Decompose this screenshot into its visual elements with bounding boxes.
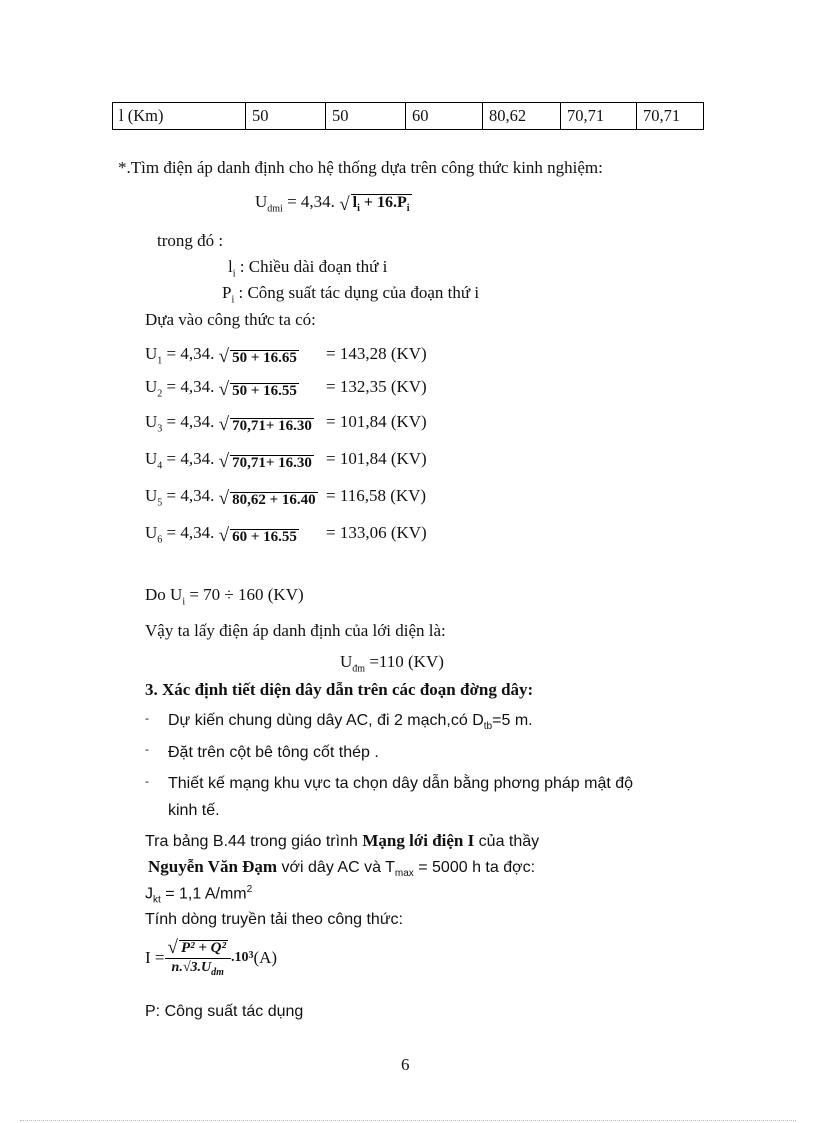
bullet-text-post: =5 m.: [492, 712, 533, 729]
jkt-line: [145, 884, 252, 906]
voltage-coef: = 4,34.: [162, 486, 219, 505]
voltage-coef: = 4,34.: [162, 377, 219, 396]
lookup-text: với dây AC và T: [277, 859, 395, 876]
book-title: Mạng lới điện I: [362, 831, 475, 850]
fraction-numerator: [165, 938, 231, 959]
author-name: Nguyễn Văn Đạm: [148, 857, 278, 876]
bullet-sub: tb: [483, 721, 493, 733]
voltage-result: = 101,84 (KV): [326, 412, 427, 431]
voltage-row: [145, 523, 299, 545]
intro-text: *.Tìm điện áp danh định cho hệ thống dựa trên công thức kinh nghiệm:: [118, 158, 603, 177]
jkt-sub: kt: [153, 894, 161, 906]
page-number: 6: [401, 1055, 410, 1074]
denominator-sub: dm: [211, 966, 224, 978]
voltage-row: [145, 449, 314, 471]
table-row-label: l (Km): [113, 103, 246, 130]
voltage-radicand: 80,62 + 16.40: [232, 491, 316, 508]
voltage-sub: 1: [157, 355, 163, 367]
table-cell: 60: [406, 103, 483, 130]
section-title: 3. Xác định tiết diện dây dẫn trên các đoạn đờng dây:: [145, 680, 534, 699]
range-pre: Do U: [145, 585, 183, 604]
table-cell: 70,71: [561, 103, 637, 130]
range-post: = 70 ÷ 160 (KV): [185, 585, 304, 604]
multiplier-sup: 3: [248, 950, 254, 961]
voltage-radicand: 70,71+ 16.30: [232, 417, 312, 434]
lookup-sub: max: [394, 868, 414, 880]
lookup-text: Tra bảng B.44 trong giáo trình: [145, 833, 363, 850]
voltage-result: = 132,35 (KV): [326, 377, 427, 396]
def-text: : Chiều dài đoạn thứ i: [235, 257, 388, 276]
voltage-coef: = 4,34.: [162, 412, 219, 431]
bullet-item: Đặt trên cột bê tông cốt thép .: [168, 744, 379, 761]
voltage-result: = 101,84 (KV): [326, 449, 427, 468]
voltage-row: [145, 377, 299, 399]
voltage-symbol: U: [145, 344, 158, 363]
bullet-item: [168, 712, 533, 732]
bullet-item: Thiết kế mạng khu vực ta chọn dây dẫn bằng phơng pháp mật độ: [168, 775, 634, 792]
jkt-sup: 2: [246, 884, 253, 895]
sqrt-symbol: √ 60 + 16.55: [218, 525, 297, 547]
def-symbol: l: [228, 257, 233, 276]
range-text: [145, 585, 304, 607]
voltage-symbol: U: [145, 486, 158, 505]
bullet-continuation: kinh tế.: [168, 802, 220, 819]
current-fraction: [165, 938, 231, 978]
bullet-marker: -: [145, 774, 149, 788]
radicand-sub: i: [406, 202, 410, 214]
bullet-marker: -: [145, 711, 149, 725]
voltage-row: [145, 344, 299, 366]
voltage-coef: = 4,34.: [162, 449, 219, 468]
radicand-l: l: [352, 193, 358, 211]
distance-table: [112, 102, 704, 130]
lookup-line-2: [148, 857, 535, 879]
voltage-sub: 3: [157, 423, 163, 435]
current-unit: (A): [253, 947, 278, 967]
current-lhs: I =: [145, 947, 165, 967]
voltage-sub: 4: [157, 460, 163, 472]
definition-p: [222, 283, 479, 305]
choose-text: Vậy ta lấy điện áp danh định của lới diện là:: [145, 621, 446, 640]
radicand-sub: i: [357, 202, 360, 214]
formula-coef: = 4,34.: [282, 192, 340, 211]
bullet-text: Dự kiến chung dùng dây AC, đi 2 mạch,có D: [168, 712, 484, 729]
voltage-symbol: U: [145, 449, 158, 468]
def-sub: i: [231, 294, 235, 306]
page-bottom-rule: [20, 1120, 796, 1121]
udm-pre: U: [340, 652, 353, 671]
fraction-denominator: [172, 959, 224, 978]
sqrt-symbol: √ 70,71+ 16.30: [218, 414, 312, 436]
lookup-text: = 5000 h ta đợc:: [413, 859, 536, 876]
voltage-sub: 6: [157, 534, 163, 546]
voltage-symbol: U: [145, 523, 158, 542]
denominator-text: n.√3.U: [171, 960, 212, 975]
table-row: [113, 103, 704, 130]
where-label: trong đó :: [157, 231, 224, 250]
voltage-row: [145, 486, 318, 508]
sqrt-symbol: √ $l_i + 16.P_i$: [339, 193, 410, 216]
definition-l: [228, 257, 387, 279]
udm-sub: đm: [352, 663, 366, 675]
radicand-mid: + 16.P: [359, 193, 407, 211]
voltage-radicand: 60 + 16.55: [232, 528, 297, 545]
p-definition: P: Công suất tác dụng: [145, 1003, 304, 1020]
voltage-result: = 143,28 (KV): [326, 344, 427, 363]
voltage-sub: 2: [157, 388, 163, 400]
jkt-post: = 1,1 A/mm: [160, 885, 247, 903]
sqrt-symbol: √ 80,62 + 16.40: [218, 488, 316, 510]
current-intro: Tính dòng truyền tải theo công thức:: [145, 911, 403, 928]
voltage-coef: = 4,34.: [162, 344, 219, 363]
table-cell: 50: [326, 103, 406, 130]
formula-lhs: U: [255, 192, 268, 211]
current-formula: [145, 938, 277, 978]
voltage-result: = 133,06 (KV): [326, 523, 427, 542]
lookup-line-1: [145, 831, 539, 851]
bullet-marker: -: [145, 742, 149, 756]
udm-line: [340, 652, 444, 674]
voltage-radicand: 70,71+ 16.30: [232, 454, 312, 471]
based-on-text: Dựa vào công thức ta có:: [145, 310, 316, 329]
sqrt-symbol: √ 50 + 16.65: [218, 346, 297, 368]
main-formula: [255, 192, 412, 214]
voltage-sub: 5: [157, 497, 163, 509]
numerator-radicand: P² + Q²: [180, 940, 226, 957]
voltage-symbol: U: [145, 377, 158, 396]
table-cell: 70,71: [637, 103, 704, 130]
table-cell: 80,62: [483, 103, 561, 130]
def-sub: i: [232, 268, 236, 280]
voltage-symbol: U: [145, 412, 158, 431]
udm-post: =110 (KV): [365, 652, 444, 671]
def-text: : Công suất tác dụng của đoạn thứ i: [234, 283, 480, 302]
voltage-coef: = 4,34.: [162, 523, 219, 542]
lookup-text: của thầy: [474, 833, 540, 850]
sqrt-symbol: √ P² + Q²: [167, 937, 226, 958]
sqrt-symbol: √ 70,71+ 16.30: [218, 451, 312, 473]
voltage-radicand: 50 + 16.55: [232, 382, 297, 399]
sqrt-symbol: √ 50 + 16.55: [218, 379, 297, 401]
voltage-radicand: 50 + 16.65: [232, 349, 297, 366]
def-symbol: P: [222, 283, 232, 302]
range-sub: i: [182, 596, 186, 608]
jkt-pre: J: [145, 885, 153, 903]
formula-lhs-sub: dmi: [267, 203, 283, 215]
voltage-result: = 116,58 (KV): [326, 486, 427, 505]
multiplier: .10: [230, 949, 249, 965]
voltage-row: [145, 412, 314, 434]
table-cell: 50: [246, 103, 326, 130]
